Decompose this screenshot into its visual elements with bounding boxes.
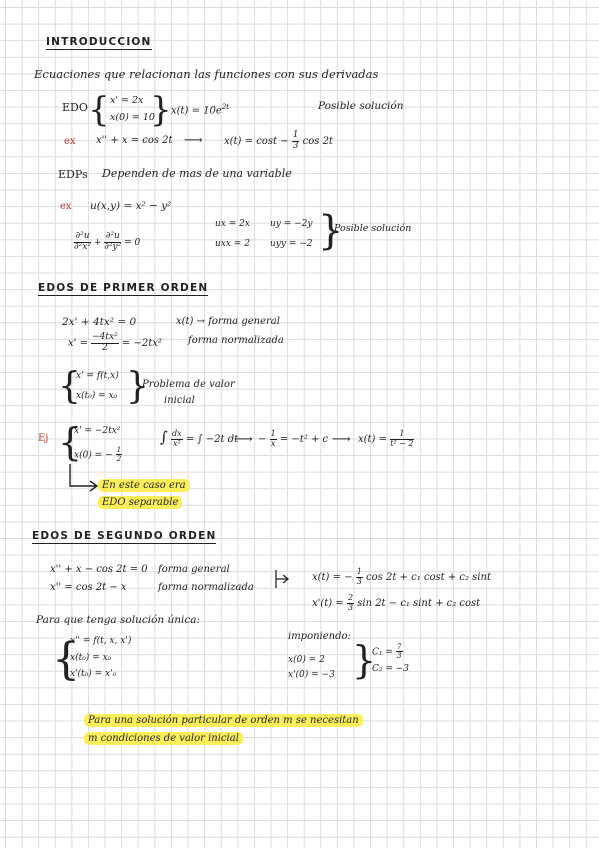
ex-label: ex [64,136,76,147]
pvi-label: inicial [164,395,195,406]
right-brace: } [150,90,172,130]
system-condition-2: x'(t₀) = x'₀ [70,669,117,679]
uniqueness-sentence: Para que tenga solución única: [36,614,201,626]
edo-label: EDO [62,101,88,114]
posible-solucion-label: Posible solución [334,223,412,234]
section-title-segundo-orden: EDOS DE SEGUNDO ORDEN [32,530,217,542]
final-note: m condiciones de valor inicial [84,734,243,744]
left-brace: { [88,90,110,130]
section-title-primer-orden: EDOS DE PRIMER ORDEN [38,282,209,294]
pvi-equation: x' = f(t,x) [76,371,119,381]
final-note: Para una solución particular de orden m se necesitan [84,716,363,726]
ej-initial-condition: x(0) = − $\frac{1}{2}$ [74,445,122,464]
section-title-introduccion: INTRODUCCION [46,36,152,48]
separation-integral: ∫ $\frac{dx}{\text{x²}}$ = ∫ −2t dt [160,428,239,448]
posible-solucion-label: Posible solución [318,100,404,112]
laplace-equation: $\frac{\text{∂²u}}{\text{∂²x²}}$ + $\frac{\text{∂²u}}{\text{∂²y²}}$ = 0 [74,231,141,252]
imposed-condition-1: x(0) = 2 [288,655,325,665]
right-brace: } [318,208,344,254]
ex-label: ex [60,201,72,212]
second-order-solution: x(t) = − $\frac{1}{3}$ cos 2t + c₁ cost + c₂ sint [312,567,491,586]
general-form-label: forma general [158,564,230,575]
edps-label: EDPs [58,168,88,181]
c2-value: C₂ = −3 [372,664,410,674]
intro-sentence: Ecuaciones que relacionan las funciones con sus derivadas [34,67,379,81]
ej-equation: x' = −2tx² [74,426,121,436]
ex1-solution: x(t) = cost − $\frac{1}{3}$ cos 2t [224,130,333,151]
uyy: uyy = −2 [270,239,313,249]
edps-description: Dependen de mas de una variable [102,167,292,180]
c1-value: C₁ = $\frac{7}{3}$ [372,642,402,661]
ux: ux = 2x [215,219,250,229]
pvi-label: Problema de valor [142,379,235,390]
imponiendo-label: imponiendo: [288,631,351,642]
second-order-normalized: x'' = cos 2t − x [50,582,127,593]
second-order-general: x'' + x − cos 2t = 0 [50,564,148,575]
ex2-function: u(x,y) = x² − y² [90,200,172,212]
first-order-normalized: x' = $\frac{\text{−4tx²}}{2}$ = −2tx² [68,332,162,353]
system-equation: x'' = f(t, x, x') [70,636,132,646]
left-brace: { [58,420,83,464]
imposed-condition-2: x'(0) = −3 [288,670,335,680]
arrow: ⟶ [332,432,351,447]
left-brace: { [58,366,81,407]
arrow: ⟶ [184,133,203,148]
normalized-form-label: forma normalizada [158,582,254,593]
integrated-result: − $\frac{1}{x}$ = −t² + c [258,429,329,448]
left-brace: { [52,634,80,685]
general-form-label: x(t) → forma general [176,316,280,327]
edo-equation: x' = 2x [110,95,144,106]
edo-solution: $x(t) = 10e^{2t}$ [171,103,230,117]
right-brace: } [126,366,149,407]
separable-note: EDO separable [98,498,182,508]
pvi-condition: x(t₀) = x₀ [76,391,118,401]
normalized-form-label: forma normalizada [188,335,284,346]
right-brace: } [352,638,377,682]
ex1-equation: x'' + x = cos 2t [96,135,173,146]
uxx: uxx = 2 [215,239,250,249]
edo-initial-condition: x(0) = 10 [110,112,155,123]
explicit-solution: x(t) = $\frac{1}{\text{t² − 2}}$ [358,429,414,448]
system-condition-1: x(t₀) = x₀ [70,653,112,663]
arrow: ⟶ [234,432,253,447]
second-order-derivative: x'(t) = $\frac{2}{3}$ sin 2t − c₁ sint + c₂ cost [312,593,481,612]
uy: uy = −2y [270,219,313,229]
first-order-general: 2x' + 4tx² = 0 [62,316,137,328]
separable-note: En este caso era [98,481,190,491]
ej-label: Ej [38,433,49,444]
